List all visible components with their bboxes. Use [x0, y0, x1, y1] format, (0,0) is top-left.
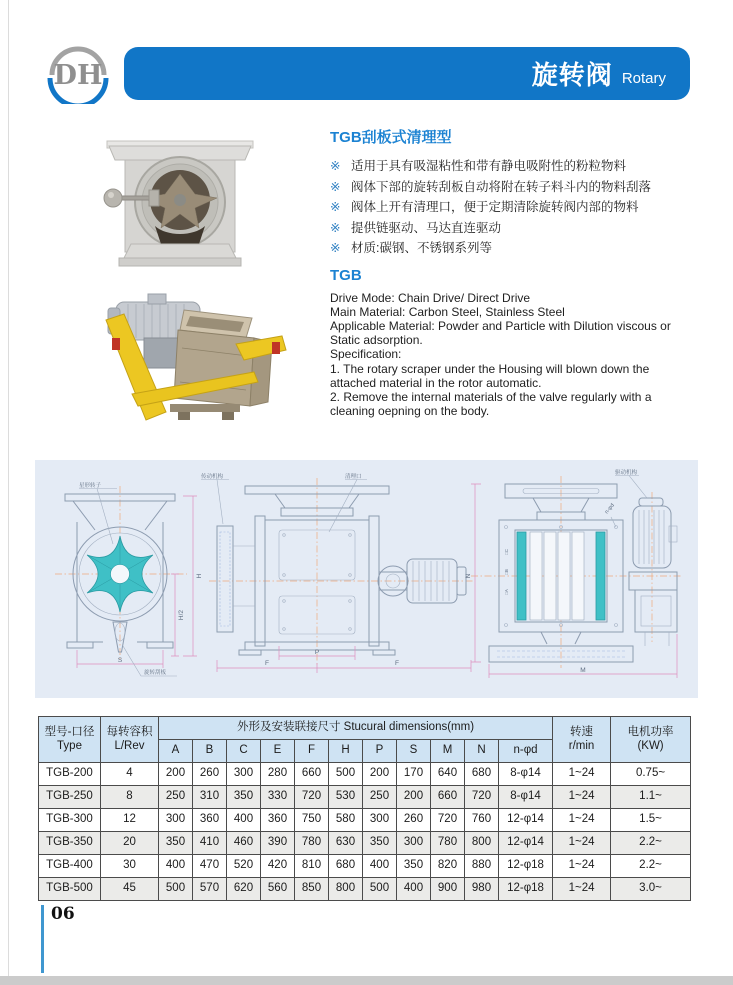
cell-speed: 1~24	[553, 878, 611, 901]
cell-type: TGB-350	[39, 832, 101, 855]
dim-b-label: □B	[504, 569, 509, 575]
bullet-marker: ※	[330, 220, 341, 235]
section-title-zh: TGB刮板式清理型	[330, 129, 452, 146]
spec-line: Static adsorption.	[330, 333, 423, 348]
col-header-dimensions-group: 外形及安装联接尺寸 Stucural dimensions(mm)	[159, 717, 553, 740]
cell-power: 1.1~	[611, 786, 691, 809]
cell-power: 0.75~	[611, 763, 691, 786]
col-header-dim: A	[159, 740, 193, 763]
callout-rotor-label: 星形转子	[79, 483, 102, 489]
page-edge-left	[8, 0, 9, 976]
bullet-marker: ※	[330, 179, 341, 194]
col-header-power: 电机功率 (KW)	[611, 717, 691, 763]
dim-s-label: S	[117, 657, 123, 664]
spec-table-head	[39, 717, 691, 763]
dim-bolts-label: n-φd	[603, 502, 616, 516]
photo1-knob	[104, 189, 122, 207]
section-title-en: TGB	[330, 266, 362, 284]
product-photo-valve	[95, 136, 265, 276]
dim-f-right-label: F	[395, 660, 399, 667]
cell-speed: 1~24	[553, 786, 611, 809]
col-header-dim: n-φd	[499, 740, 553, 763]
drawing-left-view	[55, 481, 203, 676]
drawing-side-view	[465, 468, 683, 678]
cell-lrev: 45	[101, 878, 159, 901]
bullet-text: 适用于具有吸湿粘性和带有静电吸附性的粉粒物料	[351, 159, 627, 173]
section-banner	[124, 47, 690, 100]
bullet-marker: ※	[330, 200, 341, 214]
col-header-dim: N	[465, 740, 499, 763]
dim-c-label: □C	[504, 549, 509, 555]
spec-table-body	[39, 763, 691, 901]
cell-lrev: 4	[101, 763, 159, 786]
feature-bullet	[330, 197, 715, 218]
cell-type: TGB-250	[39, 786, 101, 809]
callout-motor-label: 驱动机构	[615, 470, 638, 476]
callout-cleanout-label: 清理口	[345, 474, 362, 480]
cell-type: TGB-500	[39, 878, 101, 901]
intro-section	[330, 126, 715, 418]
dim-m-label: M	[580, 667, 586, 674]
cell-speed: 1~24	[553, 809, 611, 832]
cell-lrev: 20	[101, 832, 159, 855]
cell-power: 1.5~	[611, 809, 691, 832]
dh-logo	[46, 42, 110, 104]
cell-power: 2.2~	[611, 855, 691, 878]
spec-line: Applicable Material: Powder and Particle with Dilution viscous or	[330, 318, 671, 333]
cell-type: TGB-300	[39, 809, 101, 832]
dim-h-half-label: H/2	[178, 609, 185, 621]
dim-f-left-label: F	[265, 660, 269, 667]
feature-bullet	[330, 218, 715, 239]
bullet-text: 阀体上开有清理口，便于定期清除旋转阀内部的物料	[351, 200, 639, 214]
table-row: TGB-300 12 300 360 400 360 750 580 300 260 720 760 12-φ14 1~24 1.5~	[39, 809, 691, 832]
col-header-speed: 转速 r/min	[553, 717, 611, 763]
spec-line: 1. The rotary scraper under the Housing will blown down the	[330, 361, 650, 376]
feature-bullet	[330, 156, 715, 177]
cell-type: TGB-200	[39, 763, 101, 786]
table-row: TGB-400 30 400 470 520 420 810 680 400 350 820 880 12-φ18 1~24 2.2~	[39, 855, 691, 878]
table-row: TGB-350 20 350 410 460 390 780 630 350 300 780 800 12-φ14 1~24 2.2~	[39, 832, 691, 855]
dim-h-label: H	[196, 573, 203, 579]
callout-scraper-label: 旋转刮板	[144, 670, 167, 676]
page-edge-bottom	[0, 976, 733, 985]
feature-bullet	[330, 238, 715, 259]
product-photo-valve-motor	[86, 286, 291, 428]
dim-a-label: □A	[504, 589, 509, 595]
bullet-text: 提供链驱动、马达直连驱动	[351, 220, 502, 235]
header-row-1	[39, 717, 691, 740]
dim-n-label: N	[465, 573, 472, 579]
col-header-dim: M	[431, 740, 465, 763]
col-header-dim: F	[295, 740, 329, 763]
spec-line: cleaning oepning on the body.	[330, 404, 490, 419]
bullet-text: 阀体下部的旋转刮板自动将附在转子料斗内的物料刮落	[351, 179, 652, 194]
footer-accent-bar	[41, 905, 44, 973]
cell-speed: 1~24	[553, 763, 611, 786]
table-row: TGB-200 4 200 260 300 280 660 500 200 170 640 680 8-φ14 1~24 0.75~	[39, 763, 691, 786]
feature-bullet	[330, 177, 715, 198]
col-header-dim: E	[261, 740, 295, 763]
bullet-marker: ※	[330, 159, 341, 173]
technical-drawing	[35, 460, 698, 698]
col-header-type: 型号-口径 Type	[39, 717, 101, 763]
col-header-dim: H	[329, 740, 363, 763]
callout-drive-label: 传动机构	[201, 474, 224, 480]
spec-line: Main Material: Carbon Steel, Stainless Steel	[330, 304, 565, 319]
bullet-marker: ※	[330, 241, 341, 255]
banner-title-en: Rotary	[621, 70, 666, 87]
col-header-dim: C	[227, 740, 261, 763]
cell-type: TGB-400	[39, 855, 101, 878]
col-header-dim: S	[397, 740, 431, 763]
cell-lrev: 8	[101, 786, 159, 809]
cell-lrev: 12	[101, 809, 159, 832]
banner-title-zh: 旋转阀	[531, 60, 613, 90]
logo-text: DH	[53, 60, 103, 91]
technical-drawing-panel	[35, 460, 698, 698]
col-header-dim: P	[363, 740, 397, 763]
spec-line: Specification:	[330, 347, 402, 362]
bullet-text: 材质:碳钢、不锈钢系列等	[351, 241, 492, 255]
cell-speed: 1~24	[553, 855, 611, 878]
col-header-dim: B	[193, 740, 227, 763]
page-number: 06	[51, 904, 75, 924]
drawing-front-view	[201, 472, 473, 673]
table-row: TGB-500 45 500 570 620 560 850 800 500 400 900 980 12-φ18 1~24 3.0~	[39, 878, 691, 901]
spec-table	[38, 716, 691, 901]
spec-line: Drive Mode: Chain Drive/ Direct Drive	[330, 290, 531, 305]
table-row: TGB-250 8 250 310 350 330 720 530 250 200 660 720 8-φ14 1~24 1.1~	[39, 786, 691, 809]
cell-power: 2.2~	[611, 832, 691, 855]
spec-line: attached material in the rotor automatic.	[330, 375, 542, 390]
col-header-volume: 每转容积 L/Rev	[101, 717, 159, 763]
dim-p-label: P	[314, 649, 320, 656]
spec-line: 2. Remove the internal materials of the valve regularly with a	[330, 389, 652, 404]
cell-speed: 1~24	[553, 832, 611, 855]
cell-lrev: 30	[101, 855, 159, 878]
cell-power: 3.0~	[611, 878, 691, 901]
